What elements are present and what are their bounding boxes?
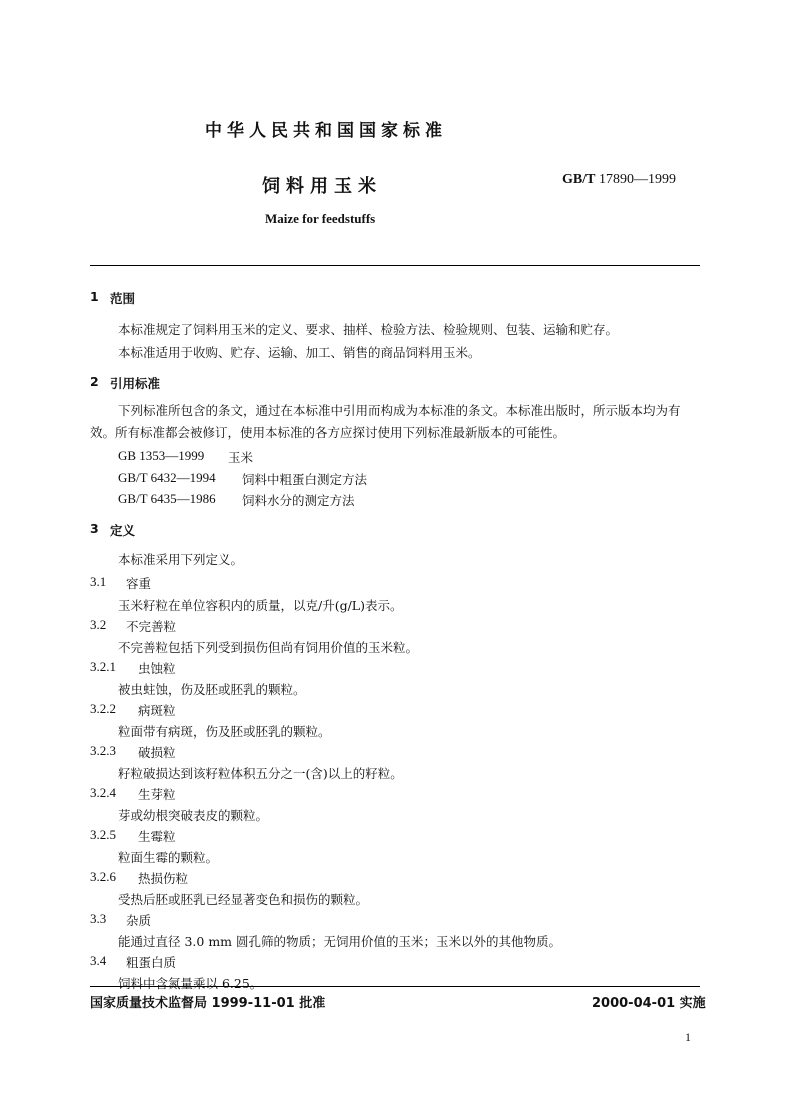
section-2-title: 引用标准: [110, 376, 161, 391]
standard-title-cn: 饲料用玉米: [262, 176, 382, 197]
reference-3-code: GB/T 6435—1986: [118, 491, 216, 506]
definition-3-2-number: 3.2: [90, 617, 107, 632]
definition-3-2-5-text: 粒面生霉的颗粒。: [118, 850, 219, 865]
section-3-intro: 本标准采用下列定义。: [118, 552, 244, 567]
definition-3-2-2-text: 粒面带有病斑，伤及胚或胚乳的颗粒。: [118, 724, 331, 739]
reference-1-code: GB 1353—1999: [118, 448, 205, 463]
definition-3-1-term: 容重: [126, 576, 152, 591]
definition-3-3-term: 杂质: [126, 913, 152, 928]
definition-3-2-2-term: 病斑粒: [138, 703, 176, 718]
reference-2-title: 饲料中粗蛋白测定方法: [242, 472, 368, 487]
definition-3-2-3-text: 籽粒破损达到该籽粒体积五分之一(含)以上的籽粒。: [118, 766, 403, 781]
definition-3-2-5-number: 3.2.5: [90, 827, 116, 842]
definition-3-2-4-text: 芽或幼根突破表皮的颗粒。: [118, 808, 269, 823]
definition-3-3-text: 能通过直径 3.0 mm 圆孔筛的物质；无饲用价值的玉米；玉米以外的其他物质。: [118, 934, 562, 949]
reference-2-code: GB/T 6432—1994: [118, 470, 216, 485]
standard-code: [562, 172, 676, 188]
definition-3-4-number: 3.4: [90, 953, 107, 968]
section-1-title: 范围: [110, 291, 136, 306]
definition-3-2-1-number: 3.2.1: [90, 659, 116, 674]
header-divider: [90, 265, 700, 266]
section-3-title: 定义: [110, 523, 136, 538]
approval-line: 国家质量技术监督局 1999-11-01 批准: [90, 996, 326, 1011]
standard-title-en: Maize for feedstuffs: [265, 211, 376, 226]
definition-3-2-5-term: 生霉粒: [138, 829, 176, 844]
definition-3-2-2-number: 3.2.2: [90, 701, 116, 716]
definition-3-2-3-term: 破损粒: [138, 745, 176, 760]
section-2-paragraph: 下列标准所包含的条文，通过在本标准中引用而构成为本标准的条文。本标准出版时，所示版本均为有效。所有标准都会被修订，使用本标准的各方应探讨使用下列标准最新版本的可能性。: [90, 403, 681, 440]
standard-category-title: 中华人民共和国国家标准: [205, 121, 447, 141]
reference-3-title: 饲料水分的测定方法: [242, 493, 355, 508]
definition-3-3-number: 3.3: [90, 911, 107, 926]
definition-3-1-number: 3.1: [90, 574, 107, 589]
definition-3-2-6-term: 热损伤粒: [138, 871, 189, 886]
standard-code-prefix: GB/T: [562, 172, 596, 187]
definition-3-2-4-term: 生芽粒: [138, 787, 176, 802]
implementation-line: 2000-04-01 实施: [592, 996, 706, 1011]
definition-3-1-text: 玉米籽粒在单位容积内的质量，以克/升(g/L)表示。: [118, 598, 403, 613]
definition-3-2-4-number: 3.2.4: [90, 785, 116, 800]
definition-3-2-3-number: 3.2.3: [90, 743, 116, 758]
page-number: 1: [685, 1030, 691, 1044]
definition-3-4-text: 饲料中含氮量乘以 6.25。: [118, 976, 263, 991]
reference-1-title: 玉米: [228, 450, 254, 465]
standard-code-number: 17890—1999: [598, 172, 676, 187]
footer-divider: [90, 986, 700, 987]
definition-3-2-1-term: 虫蚀粒: [138, 661, 176, 676]
section-2-number: 2: [90, 374, 99, 389]
section-3-number: 3: [90, 521, 99, 536]
section-1-paragraph-2: 本标准适用于收购、贮存、运输、加工、销售的商品饲料用玉米。: [118, 345, 481, 360]
definition-3-2-6-text: 受热后胚或胚乳已经显著变色和损伤的颗粒。: [118, 892, 369, 907]
section-1-paragraph-1: 本标准规定了饲料用玉米的定义、要求、抽样、检验方法、检验规则、包装、运输和贮存。: [118, 322, 619, 337]
definition-3-2-1-text: 被虫蛀蚀，伤及胚或胚乳的颗粒。: [118, 682, 306, 697]
section-1-number: 1: [90, 289, 99, 304]
definition-3-2-term: 不完善粒: [126, 619, 177, 634]
definition-3-2-6-number: 3.2.6: [90, 869, 116, 884]
definition-3-4-term: 粗蛋白质: [126, 955, 177, 970]
definition-3-2-text: 不完善粒包括下列受到损伤但尚有饲用价值的玉米粒。: [118, 640, 419, 655]
